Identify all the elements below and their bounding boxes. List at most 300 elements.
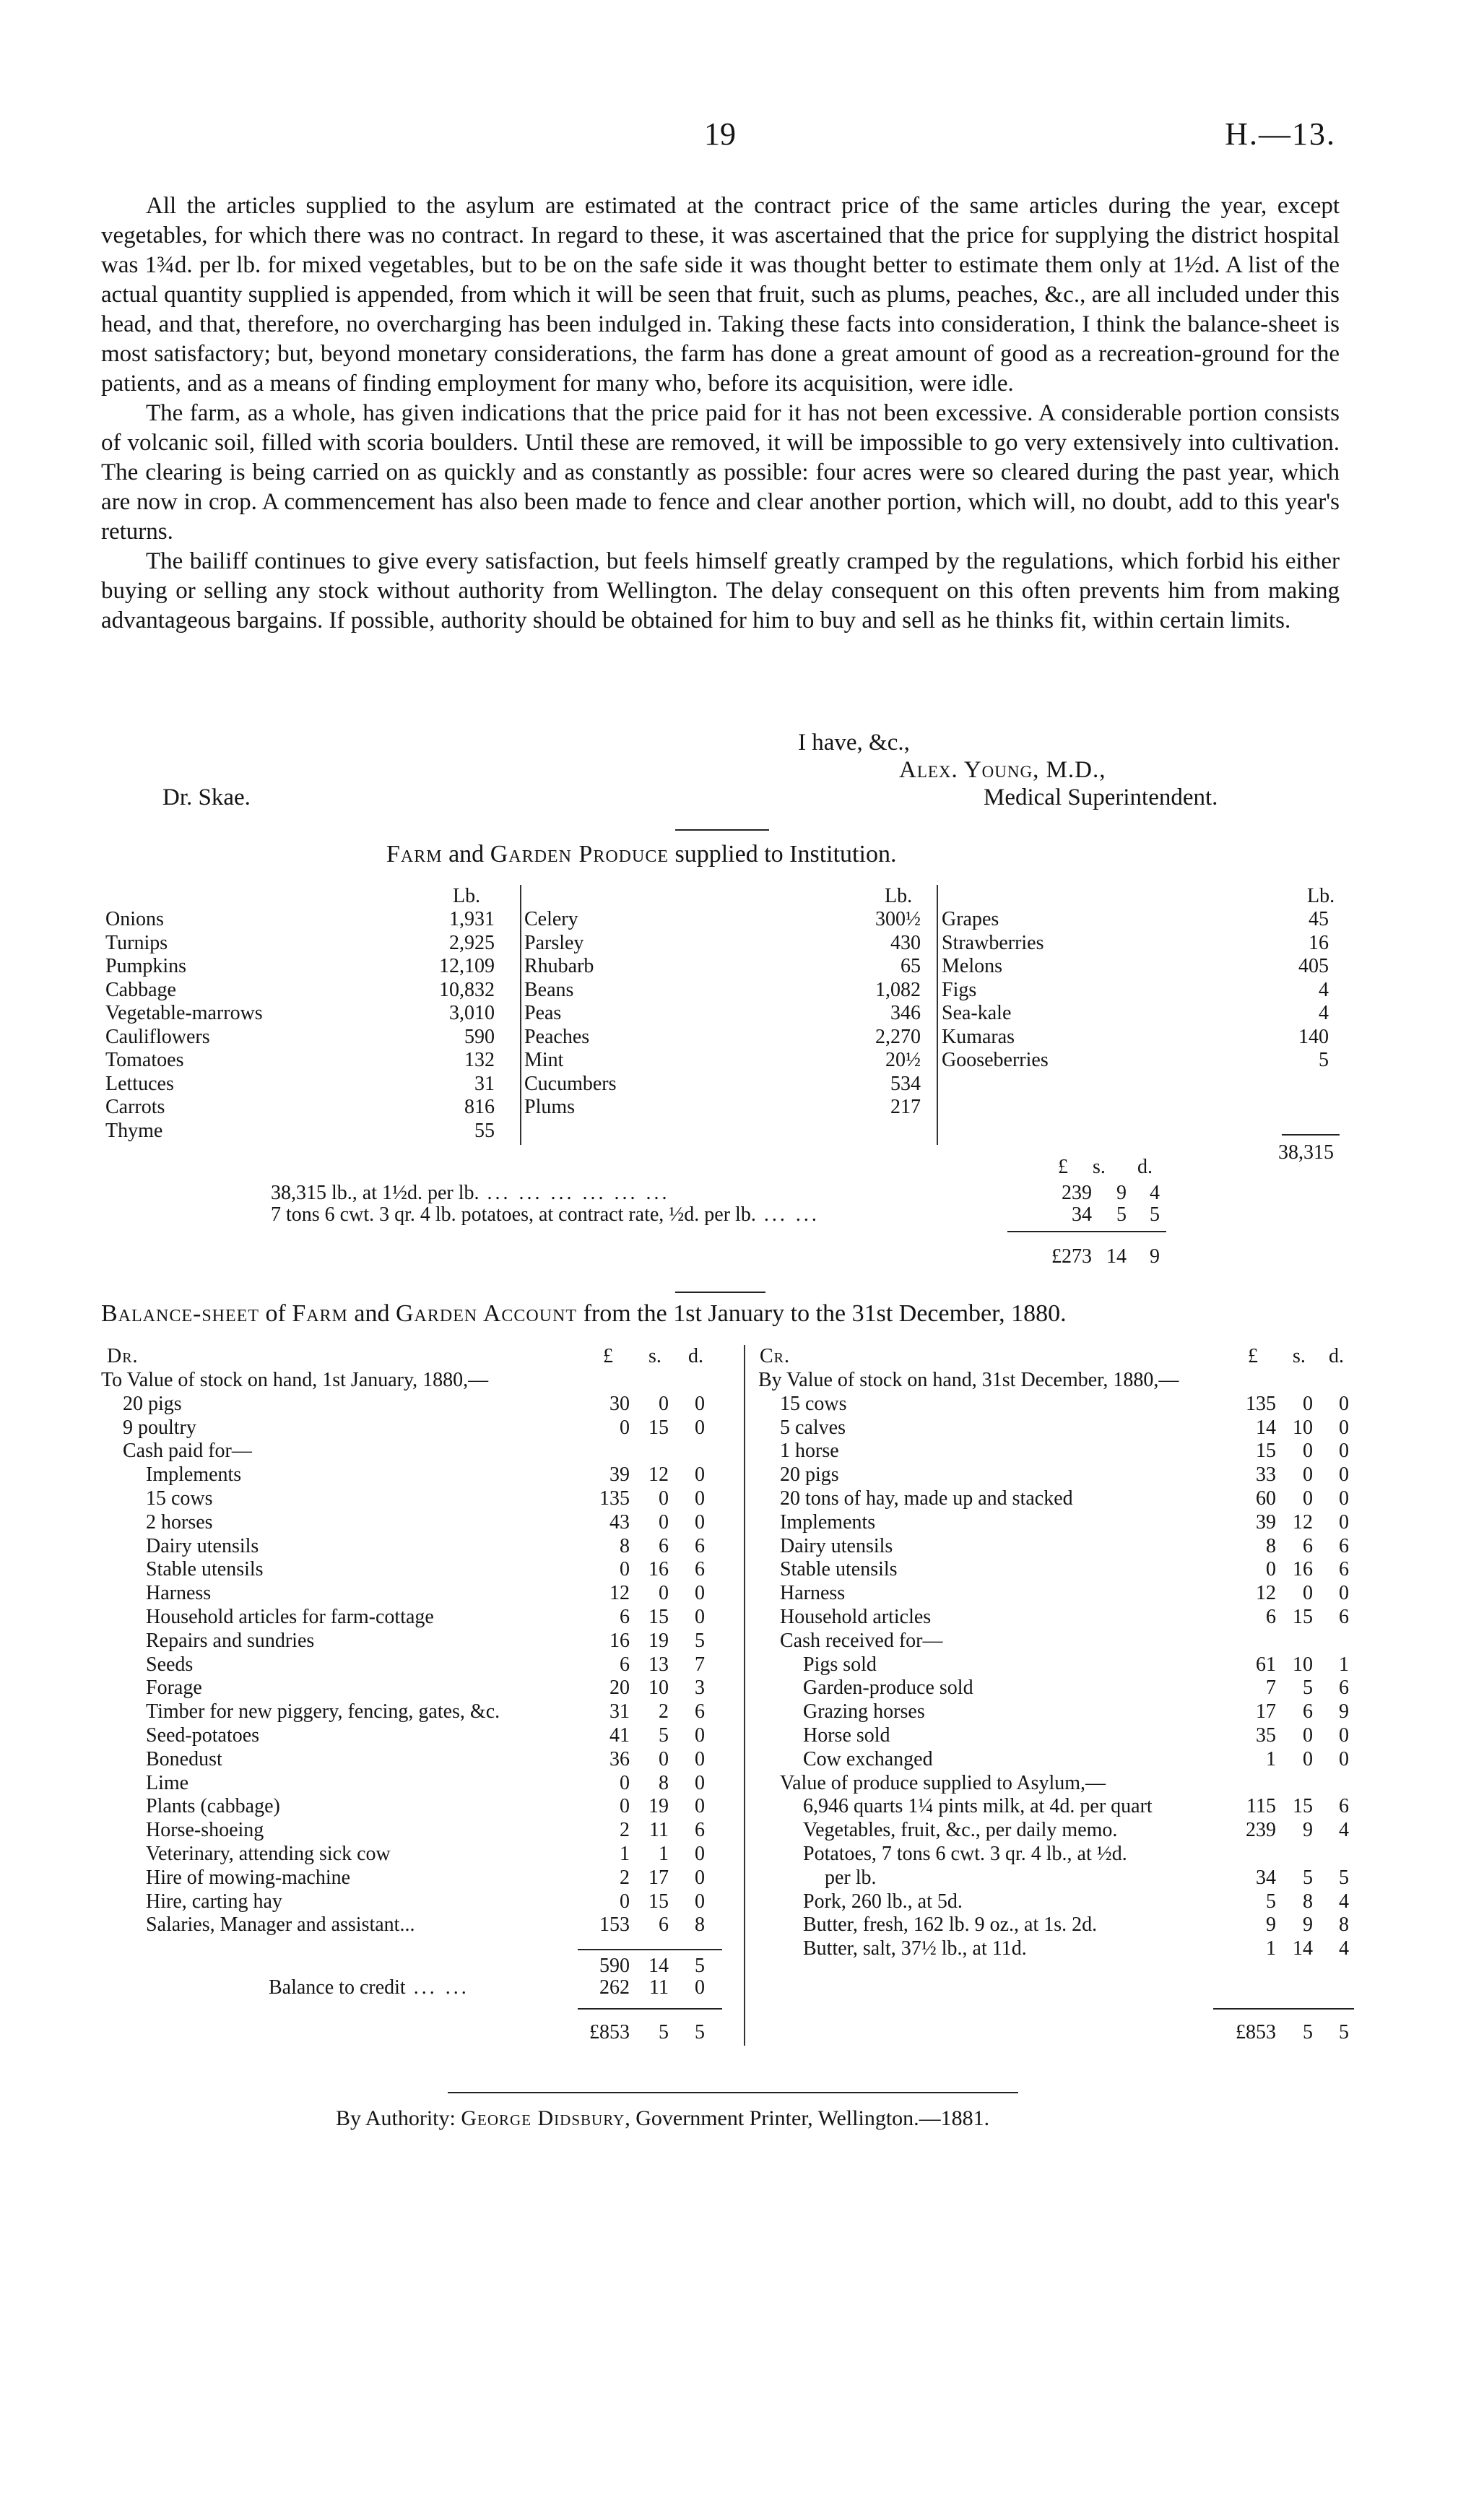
calc-pence: 4 xyxy=(1150,1182,1160,1204)
ledger-shillings: 19 xyxy=(648,1795,669,1817)
paper-id: H.—13. xyxy=(1225,116,1336,152)
balance-title-part: of xyxy=(259,1300,292,1327)
ledger-entry: Forage xyxy=(146,1677,202,1699)
ledger-shillings: 8 xyxy=(1303,1890,1313,1913)
ledger-pence: 0 xyxy=(1339,1393,1349,1415)
ledger-shillings: 9 xyxy=(1303,1913,1313,1936)
page-number: 19 xyxy=(704,116,736,152)
ledger-pounds: 8 xyxy=(1266,1535,1276,1557)
ledger-shillings: 0 xyxy=(1303,1463,1313,1486)
produce-calc-line-1: 38,315 lb., at 1½d. per lb. ... ... ... ... ... ... xyxy=(271,1182,670,1204)
ledger-pence: 9 xyxy=(1339,1700,1349,1723)
balance-title xyxy=(101,1300,1067,1328)
ledger-pounds: 39 xyxy=(1256,1511,1276,1534)
ledger-entry: Timber for new piggery, fencing, gates, &c. xyxy=(146,1700,500,1723)
ledger-pounds: 35 xyxy=(1256,1724,1276,1747)
ledger-pence: 0 xyxy=(1339,1511,1349,1534)
balance-title-part: Farm xyxy=(292,1300,348,1327)
produce-item-name: Strawberries xyxy=(942,932,1044,954)
ledger-entry: 20 pigs xyxy=(780,1463,839,1486)
ledger-pounds: 12 xyxy=(1256,1582,1276,1604)
produce-item-name: Lettuces xyxy=(105,1073,174,1095)
ledger-pence: 0 xyxy=(695,1890,705,1913)
ledger-pounds: 2 xyxy=(620,1819,630,1841)
ledger-shillings: 0 xyxy=(659,1487,669,1510)
balance-title-part: and xyxy=(347,1300,396,1327)
ledger-shillings: 0 xyxy=(1303,1748,1313,1770)
ledger-entry: Repairs and sundries xyxy=(146,1630,315,1652)
ledger-shillings: 17 xyxy=(648,1867,669,1889)
ledger-pence: 0 xyxy=(695,1772,705,1794)
ledger-entry: To Value of stock on hand, 1st January, 1880,— xyxy=(101,1369,489,1391)
ledger-entry: Bonedust xyxy=(146,1748,222,1770)
ledger-pence: 6 xyxy=(1339,1558,1349,1580)
ledger-pence: 0 xyxy=(1339,1582,1349,1604)
addressee: Dr. Skae. xyxy=(162,784,251,810)
signatory: Alex. Young, M.D., xyxy=(899,757,1106,783)
ledger-entry: Household articles xyxy=(780,1606,932,1628)
produce-item-lb: 405 xyxy=(1298,955,1329,977)
ledger-pence: 0 xyxy=(695,1416,705,1439)
ledger-entry: Harness xyxy=(780,1582,846,1604)
ledger-shillings: 16 xyxy=(1293,1558,1313,1580)
ledger-pence: 6 xyxy=(1339,1795,1349,1817)
ledger-pence: 0 xyxy=(695,1795,705,1817)
ledger-pounds: 30 xyxy=(609,1393,630,1415)
ledger-pence: 6 xyxy=(695,1819,705,1841)
produce-item-lb: 12,109 xyxy=(439,955,495,977)
ledger-entry: Lime xyxy=(146,1772,189,1794)
ledger-shillings: 19 xyxy=(648,1630,669,1652)
produce-item-name: Tomatoes xyxy=(105,1049,184,1071)
ledger-shillings: 6 xyxy=(659,1535,669,1557)
divider xyxy=(675,1292,765,1293)
ledger-shillings: 0 xyxy=(659,1582,669,1604)
ledger-pence: 0 xyxy=(695,1463,705,1486)
ledger-pounds: 0 xyxy=(620,1795,630,1817)
ledger-entry: 15 cows xyxy=(780,1393,847,1415)
ledger-entry: By Value of stock on hand, 31st December, 1880,— xyxy=(758,1369,1179,1391)
ledger-pence: 0 xyxy=(1339,1724,1349,1747)
produce-total-pence: 9 xyxy=(1150,1245,1160,1268)
ledger-entry: Plants (cabbage) xyxy=(146,1795,280,1817)
ledger-entry: Potatoes, 7 tons 6 cwt. 3 qr. 4 lb., at ½d. xyxy=(803,1843,1127,1865)
ledger-pounds: 5 xyxy=(1266,1890,1276,1913)
ledger-shillings: 15 xyxy=(648,1606,669,1628)
ledger-shillings: 0 xyxy=(659,1511,669,1534)
ledger-entry: Stable utensils xyxy=(780,1558,898,1580)
ledger-pounds: 43 xyxy=(609,1511,630,1534)
unit-header: Lb. xyxy=(885,885,913,907)
balance-title-part: Balance-sheet xyxy=(101,1300,259,1327)
produce-item-name: Cabbage xyxy=(105,979,176,1001)
balance-pence: 0 xyxy=(695,1976,705,1999)
ledger-shillings: 12 xyxy=(648,1463,669,1486)
ledger-shillings: 0 xyxy=(659,1748,669,1770)
unit-header: Lb. xyxy=(453,885,481,907)
ledger-entry: Cow exchanged xyxy=(803,1748,933,1770)
produce-item-name: Turnips xyxy=(105,932,168,954)
ledger-pence: 0 xyxy=(695,1582,705,1604)
produce-item-name: Vegetable-marrows xyxy=(105,1002,263,1024)
ledger-entry: Pork, 260 lb., at 5d. xyxy=(803,1890,963,1913)
calc-pence: 5 xyxy=(1150,1203,1160,1226)
ledger-pounds: 60 xyxy=(1256,1487,1276,1510)
ledger-pounds: 9 xyxy=(1266,1913,1276,1936)
produce-item-name: Cauliflowers xyxy=(105,1026,210,1048)
produce-item-lb: 3,010 xyxy=(449,1002,495,1024)
ledger-entry: Value of produce supplied to Asylum,— xyxy=(780,1772,1106,1794)
ledger-pence: 0 xyxy=(695,1724,705,1747)
ledger-entry: Implements xyxy=(146,1463,242,1486)
ledger-pounds: 61 xyxy=(1256,1653,1276,1676)
ledger-entry: Seed-potatoes xyxy=(146,1724,260,1747)
ledger-shillings: 15 xyxy=(1293,1606,1313,1628)
produce-item-lb: 2,925 xyxy=(449,932,495,954)
ledger-shillings: 15 xyxy=(648,1890,669,1913)
ledger-entry: Horse sold xyxy=(803,1724,890,1747)
produce-item-lb: 816 xyxy=(464,1096,495,1118)
ledger-shillings: 12 xyxy=(1293,1511,1313,1534)
produce-item-name: Celery xyxy=(524,908,578,930)
money-head-d: d. xyxy=(1137,1156,1153,1178)
dr-subtotal-pence: 5 xyxy=(695,1955,705,1977)
produce-item-lb: 300½ xyxy=(875,908,921,930)
ledger-entry: Veterinary, attending sick cow xyxy=(146,1843,391,1865)
ledger-pence: 0 xyxy=(1339,1463,1349,1486)
sum-rule xyxy=(1007,1231,1166,1232)
debit-label: Dr. xyxy=(107,1345,139,1367)
dr-total-shillings: 5 xyxy=(659,2021,669,2043)
produce-item-lb: 4 xyxy=(1319,979,1329,1001)
ledger-pounds: 1 xyxy=(620,1843,630,1865)
produce-item-lb: 430 xyxy=(890,932,921,954)
ledger-entry: 20 tons of hay, made up and stacked xyxy=(780,1487,1073,1510)
ledger-entry: 6,946 quarts 1¼ pints milk, at 4d. per quart xyxy=(803,1795,1153,1817)
ledger-shillings: 14 xyxy=(1293,1937,1313,1960)
ledger-pence: 0 xyxy=(1339,1416,1349,1439)
ledger-pounds: 115 xyxy=(1246,1795,1276,1817)
ledger-shillings: 10 xyxy=(1293,1416,1313,1439)
dr-total-pounds: £853 xyxy=(589,2021,630,2043)
ledger-shillings: 5 xyxy=(1303,1867,1313,1889)
ledger-pounds: 34 xyxy=(1256,1867,1276,1889)
cr-head-l: £ xyxy=(1248,1345,1258,1367)
ledger-entry: Seeds xyxy=(146,1653,194,1676)
dr-head-d: d. xyxy=(688,1345,703,1367)
ledger-pence: 0 xyxy=(695,1867,705,1889)
ledger-shillings: 0 xyxy=(1303,1582,1313,1604)
ledger-entry: 1 horse xyxy=(780,1440,839,1462)
ledger-pence: 0 xyxy=(695,1606,705,1628)
ledger-pence: 0 xyxy=(1339,1487,1349,1510)
ledger-pence: 6 xyxy=(1339,1677,1349,1699)
sum-rule xyxy=(1213,2008,1354,2010)
produce-item-name: Kumaras xyxy=(942,1026,1015,1048)
ledger-pence: 4 xyxy=(1339,1890,1349,1913)
ledger-entry: Cash paid for— xyxy=(123,1440,252,1462)
balance-to-credit: Balance to credit ... ... xyxy=(269,1976,469,1999)
produce-item-lb: 2,270 xyxy=(875,1026,921,1048)
ledger-pounds: 0 xyxy=(620,1416,630,1439)
calc-shillings: 5 xyxy=(1116,1203,1127,1226)
produce-item-name: Rhubarb xyxy=(524,955,594,977)
ledger-pounds: 6 xyxy=(620,1606,630,1628)
ledger-entry: Horse-shoeing xyxy=(146,1819,264,1841)
calc-text: 7 tons 6 cwt. 3 qr. 4 lb. potatoes, at contract rate, ½d. per lb. xyxy=(271,1203,756,1226)
ledger-entry: Stable utensils xyxy=(146,1558,264,1580)
divider xyxy=(675,829,769,831)
letter-paragraph: The farm, as a whole, has given indications that the price paid for it has not been excessive. A considerable portion consists of volcanic soil, filled with scoria boulders. Until these are removed, it will be impossible to go very extensively into cultivation. The clearing is being carried on as quickly and as constantly as possible: four acres were so cleared during the past year, which are now in crop. A commencement has also been made to fence and clear another portion, which will, no doubt, add to this year's returns. xyxy=(101,400,1340,545)
ledger-shillings: 0 xyxy=(1303,1487,1313,1510)
ledger-pounds: 41 xyxy=(609,1724,630,1747)
produce-item-lb: 4 xyxy=(1319,1002,1329,1024)
ledger-pounds: 0 xyxy=(1266,1558,1276,1580)
cr-total-pounds: £853 xyxy=(1236,2021,1276,2043)
ledger-entry: Salaries, Manager and assistant... xyxy=(146,1913,415,1936)
letter-body xyxy=(101,191,1340,636)
produce-item-name: Peaches xyxy=(524,1026,590,1048)
ledger-pounds: 31 xyxy=(609,1700,630,1723)
balance-pounds: 262 xyxy=(599,1976,630,1999)
produce-item-lb: 16 xyxy=(1309,932,1329,954)
ledger-pounds: 39 xyxy=(609,1463,630,1486)
ledger-shillings: 15 xyxy=(648,1416,669,1439)
ledger-pence: 0 xyxy=(695,1511,705,1534)
produce-title-part: Garden Produce xyxy=(490,841,669,868)
ledger-entry: per lb. xyxy=(825,1867,877,1889)
produce-item-name: Onions xyxy=(105,908,164,930)
dr-head-s: s. xyxy=(648,1345,661,1367)
ledger-pence: 4 xyxy=(1339,1819,1349,1841)
produce-item-lb: 31 xyxy=(474,1073,495,1095)
ledger-pence: 7 xyxy=(695,1653,705,1676)
ledger-pounds: 239 xyxy=(1246,1819,1276,1841)
ledger-pence: 0 xyxy=(695,1843,705,1865)
dr-total-pence: 5 xyxy=(695,2021,705,2043)
produce-total-lb: 38,315 xyxy=(1278,1141,1334,1164)
produce-item-name: Beans xyxy=(524,979,574,1001)
ledger-shillings: 6 xyxy=(659,1913,669,1936)
money-head-s: s. xyxy=(1093,1156,1106,1178)
ledger-pence: 4 xyxy=(1339,1937,1349,1960)
ledger-entry: Dairy utensils xyxy=(780,1535,893,1557)
ledger-pence: 0 xyxy=(695,1487,705,1510)
produce-item-name: Carrots xyxy=(105,1096,165,1118)
balance-label: Balance to credit xyxy=(269,1976,406,1999)
ledger-pounds: 0 xyxy=(620,1772,630,1794)
ledger-pounds: 20 xyxy=(609,1677,630,1699)
produce-item-lb: 1,931 xyxy=(449,908,495,930)
ledger-entry: 15 cows xyxy=(146,1487,213,1510)
produce-total-pounds: £273 xyxy=(1051,1245,1092,1268)
ledger-shillings: 10 xyxy=(648,1677,669,1699)
dr-subtotal-shillings: 14 xyxy=(648,1955,669,1977)
ledger-entry: 9 poultry xyxy=(123,1416,196,1439)
ledger-pounds: 0 xyxy=(620,1558,630,1580)
ledger-pence: 0 xyxy=(695,1748,705,1770)
produce-item-lb: 65 xyxy=(901,955,921,977)
ledger-pounds: 0 xyxy=(620,1890,630,1913)
ledger-shillings: 2 xyxy=(659,1700,669,1723)
ledger-entry: Implements xyxy=(780,1511,876,1534)
ledger-entry: Hire of mowing-machine xyxy=(146,1867,351,1889)
closing: I have, &c., xyxy=(798,730,910,756)
ledger-entry: Hire, carting hay xyxy=(146,1890,282,1913)
ledger-pounds: 135 xyxy=(599,1487,630,1510)
ledger-entry: Garden-produce sold xyxy=(803,1677,973,1699)
ledger-shillings: 5 xyxy=(1303,1677,1313,1699)
produce-item-lb: 55 xyxy=(474,1120,495,1142)
produce-item-lb: 534 xyxy=(890,1073,921,1095)
ledger-shillings: 1 xyxy=(659,1843,669,1865)
ledger-pence: 6 xyxy=(695,1535,705,1557)
column-rule xyxy=(937,885,938,1145)
produce-title xyxy=(386,841,896,868)
signatory-title: Medical Superintendent. xyxy=(984,784,1218,810)
ledger-pounds: 135 xyxy=(1246,1393,1276,1415)
ledger-shillings: 0 xyxy=(1303,1393,1313,1415)
ledger-pounds: 12 xyxy=(609,1582,630,1604)
money-head-l: £ xyxy=(1058,1156,1068,1178)
ledger-pounds: 16 xyxy=(609,1630,630,1652)
ledger-entry: Vegetables, fruit, &c., per daily memo. xyxy=(803,1819,1118,1841)
produce-item-name: Mint xyxy=(524,1049,564,1071)
cr-total-pence: 5 xyxy=(1339,2021,1349,2043)
ledger-shillings: 15 xyxy=(1293,1795,1313,1817)
ledger-shillings: 13 xyxy=(648,1653,669,1676)
produce-item-name: Plums xyxy=(524,1096,576,1118)
ledger-pence: 6 xyxy=(695,1558,705,1580)
ledger-entry: Butter, salt, 37½ lb., at 11d. xyxy=(803,1937,1027,1960)
produce-item-name: Grapes xyxy=(942,908,999,930)
ledger-shillings: 0 xyxy=(1303,1440,1313,1462)
imprint xyxy=(336,2106,989,2131)
dr-subtotal-pounds: 590 xyxy=(599,1955,630,1977)
ledger-pounds: 36 xyxy=(609,1748,630,1770)
ledger-pence: 0 xyxy=(1339,1440,1349,1462)
column-rule xyxy=(520,885,521,1145)
ledger-pounds: 153 xyxy=(599,1913,630,1936)
ledger-pence: 6 xyxy=(695,1700,705,1723)
calc-pounds: 239 xyxy=(1062,1182,1092,1204)
ledger-pounds: 6 xyxy=(620,1653,630,1676)
ledger-pence: 8 xyxy=(695,1913,705,1936)
ledger-pounds: 14 xyxy=(1256,1416,1276,1439)
produce-item-lb: 140 xyxy=(1298,1026,1329,1048)
produce-item-lb: 132 xyxy=(464,1049,495,1071)
unit-header: Lb. xyxy=(1307,885,1335,907)
ledger-entry: Grazing horses xyxy=(803,1700,925,1723)
ledger-pence: 1 xyxy=(1339,1653,1349,1676)
ledger-shillings: 8 xyxy=(659,1772,669,1794)
produce-item-lb: 590 xyxy=(464,1026,495,1048)
credit-label: Cr. xyxy=(760,1345,791,1367)
ledger-pounds: 1 xyxy=(1266,1937,1276,1960)
sum-rule xyxy=(1282,1134,1340,1136)
ledger-shillings: 5 xyxy=(659,1724,669,1747)
ledger-pence: 8 xyxy=(1339,1913,1349,1936)
ledger-pounds: 33 xyxy=(1256,1463,1276,1486)
produce-item-name: Thyme xyxy=(105,1120,163,1142)
produce-item-lb: 5 xyxy=(1319,1049,1329,1071)
dr-head-l: £ xyxy=(603,1345,613,1367)
ledger-shillings: 9 xyxy=(1303,1819,1313,1841)
ledger-shillings: 10 xyxy=(1293,1653,1313,1676)
imprint-printer: George Didsbury xyxy=(461,2106,625,2130)
ledger-shillings: 11 xyxy=(649,1819,669,1841)
sum-rule xyxy=(578,2008,722,2010)
produce-item-lb: 20½ xyxy=(885,1049,921,1071)
ledger-entry: Cash received for— xyxy=(780,1630,943,1652)
ledger-pounds: 17 xyxy=(1256,1700,1276,1723)
produce-item-lb: 217 xyxy=(890,1096,921,1118)
cr-total-shillings: 5 xyxy=(1303,2021,1313,2043)
ledger-pounds: 8 xyxy=(620,1535,630,1557)
balance-title-part: Garden Account xyxy=(396,1300,578,1327)
ledger-entry: Harness xyxy=(146,1582,212,1604)
ledger-entry: 2 horses xyxy=(146,1511,213,1534)
produce-item-name: Gooseberries xyxy=(942,1049,1049,1071)
ledger-shillings: 6 xyxy=(1303,1700,1313,1723)
ledger-entry: Dairy utensils xyxy=(146,1535,259,1557)
produce-item-lb: 346 xyxy=(890,1002,921,1024)
calc-text: 38,315 lb., at 1½d. per lb. xyxy=(271,1182,480,1204)
letter-paragraph: All the articles supplied to the asylum are estimated at the contract price of the same articles during the year, except vegetables, for which there was no contract. In regard to these, it was ascertained that the price for supplying the district hospital was 1¾d. per lb. for mixed vegetables, but to be on the safe side it was thought better to estimate them only at 1½d. A list of the actual quantity supplied is appended, from which it will be seen that fruit, such as plums, peaches, &c., are all included under this head, and that, therefore, no overcharging has been indulged in. Taking these facts into consideration, I think the balance-sheet is most satisfactory; but, beyond monetary considerations, the farm has done a great amount of good as a recreation-ground for the patients, and as a means of finding employment for many who, before its acquisition, were idle. xyxy=(101,193,1340,397)
ledger-pence: 6 xyxy=(1339,1535,1349,1557)
ledger-pence: 0 xyxy=(695,1393,705,1415)
produce-title-part: supplied to Institution. xyxy=(669,841,897,868)
produce-item-name: Melons xyxy=(942,955,1002,977)
ledger-entry: Pigs sold xyxy=(803,1653,877,1676)
produce-item-lb: 45 xyxy=(1309,908,1329,930)
ledger-pence: 6 xyxy=(1339,1606,1349,1628)
produce-title-part: Farm xyxy=(386,841,443,868)
ledger-pence: 3 xyxy=(695,1677,705,1699)
ledger-pounds: 2 xyxy=(620,1867,630,1889)
ledger-pence: 0 xyxy=(1339,1748,1349,1770)
ledger-entry: 20 pigs xyxy=(123,1393,182,1415)
produce-item-name: Cucumbers xyxy=(524,1073,617,1095)
calc-pounds: 34 xyxy=(1072,1203,1092,1226)
produce-total-shillings: 14 xyxy=(1106,1245,1127,1268)
produce-item-name: Figs xyxy=(942,979,977,1001)
ledger-pounds: 15 xyxy=(1256,1440,1276,1462)
balance-shillings: 11 xyxy=(649,1976,669,1999)
produce-item-name: Pumpkins xyxy=(105,955,187,977)
ledger-shillings: 6 xyxy=(1303,1535,1313,1557)
dr-cr-divider xyxy=(744,1345,745,2046)
produce-calc-line-2: 7 tons 6 cwt. 3 qr. 4 lb. potatoes, at contract rate, ½d. per lb. ... ... xyxy=(271,1203,820,1226)
ledger-entry: 5 calves xyxy=(780,1416,846,1439)
ledger-shillings: 0 xyxy=(1303,1724,1313,1747)
footer-rule xyxy=(448,2092,1018,2093)
ledger-pence: 5 xyxy=(1339,1867,1349,1889)
ledger-pounds: 7 xyxy=(1266,1677,1276,1699)
calc-shillings: 9 xyxy=(1116,1182,1127,1204)
produce-item-name: Sea-kale xyxy=(942,1002,1012,1024)
ledger-pounds: 1 xyxy=(1266,1748,1276,1770)
cr-head-s: s. xyxy=(1293,1345,1306,1367)
imprint-prefix: By Authority: xyxy=(336,2106,461,2130)
produce-item-lb: 10,832 xyxy=(439,979,495,1001)
cr-head-d: d. xyxy=(1329,1345,1344,1367)
produce-title-part: and xyxy=(442,841,490,868)
ledger-entry: Butter, fresh, 162 lb. 9 oz., at 1s. 2d. xyxy=(803,1913,1098,1936)
ledger-shillings: 0 xyxy=(659,1393,669,1415)
ledger-pounds: 6 xyxy=(1266,1606,1276,1628)
produce-item-name: Parsley xyxy=(524,932,584,954)
